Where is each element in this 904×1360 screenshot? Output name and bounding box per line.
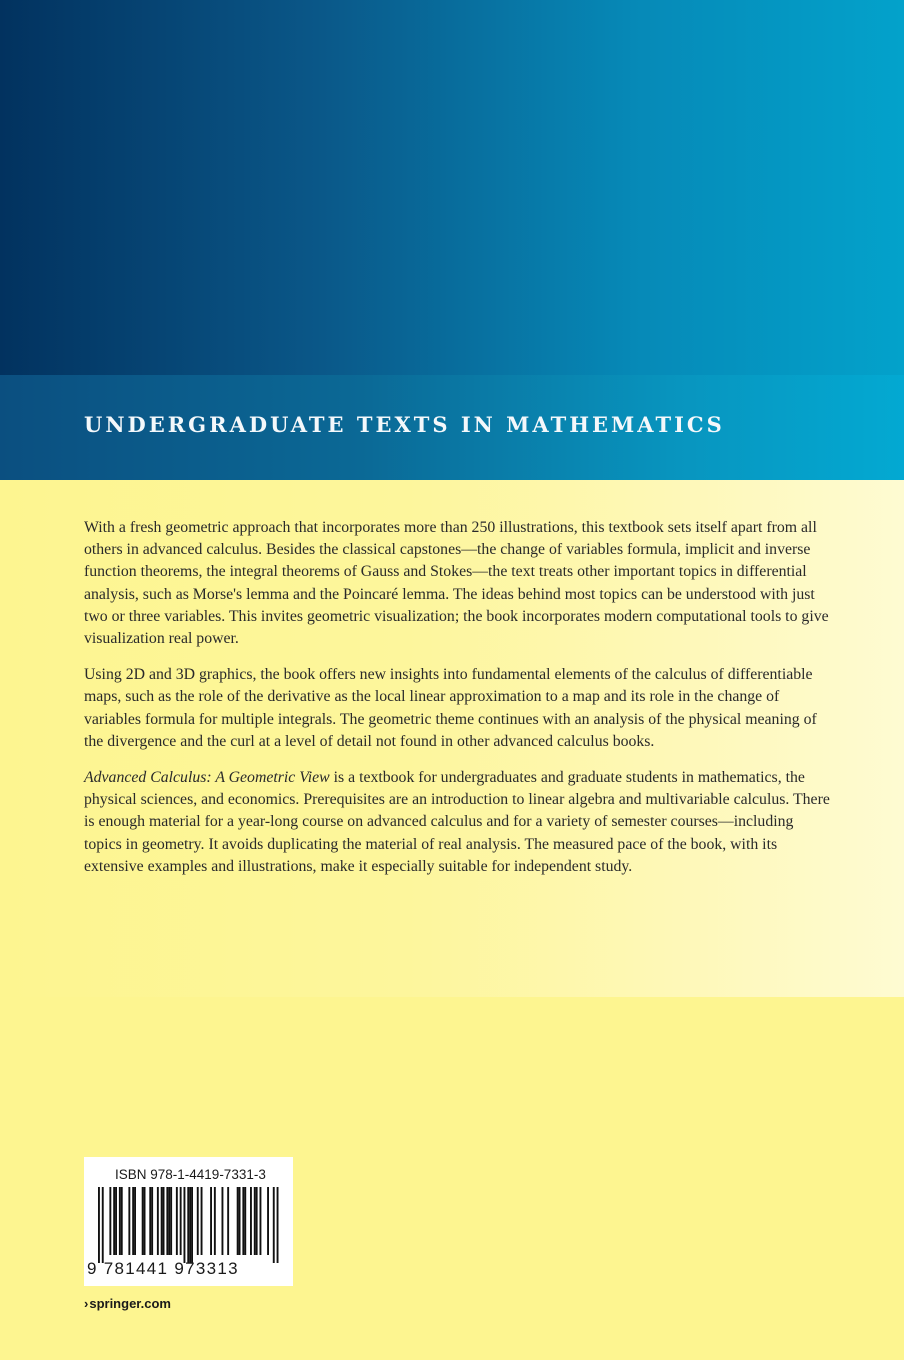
- blurb-paragraph-3-text: is a textbook for undergraduates and graduate students in mathematics, the physical sciences, and economics. Prerequisites are an introduction to linear algebra and multivariable calculus. There is enough material for a year-long course on advanced calculus and for a variety of semester courses—including topics in geometry. It avoids duplicating the material of real analysis. The measured pace of the book, with its extensive examples and illustrations, make it especially suitable for independent study.: [84, 769, 830, 875]
- blurb-paragraph-1: With a fresh geometric approach that incorporates more than 250 illustrations, this textbook sets itself apart from all others in advanced calculus. Besides the classical capstones—the change of variables formula, implicit and inverse function theorems, the integral theorems of Gauss and Stokes—the text treats other important topics in differential analysis, such as Morse's lemma and the Poincaré lemma. The ideas behind most topics can be understood with just two or three variables. This invites geometric visualization; the book incorporates modern computational tools to give visualization real power.: [84, 519, 829, 648]
- cover-top-gradient-band: [0, 0, 904, 375]
- blurb-text: [84, 517, 834, 892]
- book-title-italic: Advanced Calculus: A Geometric View: [84, 769, 330, 787]
- series-title: UNDERGRADUATE TEXTS IN MATHEMATICS: [84, 412, 725, 437]
- blurb-paragraph-2: Using 2D and 3D graphics, the book offers new insights into fundamental elements of the calculus of differentiable maps, such as the role of the derivative as the local linear approximation to a map and its role in the change of variables formula for multiple integrals. The geometric theme continues with an analysis of the physical meaning of the divergence and the curl at a level of detail not found in other advanced calculus books.: [84, 666, 817, 750]
- ean-digits: 9 781441 973313: [87, 1259, 239, 1278]
- blurb-paragraph-3: [84, 767, 834, 878]
- publisher-link[interactable]: [84, 1296, 171, 1311]
- isbn-label: ISBN 978-1-4419-7331-3: [115, 1167, 266, 1182]
- isbn-barcode-box: [84, 1157, 293, 1286]
- chevron-right-icon: ›: [84, 1296, 89, 1311]
- publisher-url: springer.com: [89, 1296, 171, 1311]
